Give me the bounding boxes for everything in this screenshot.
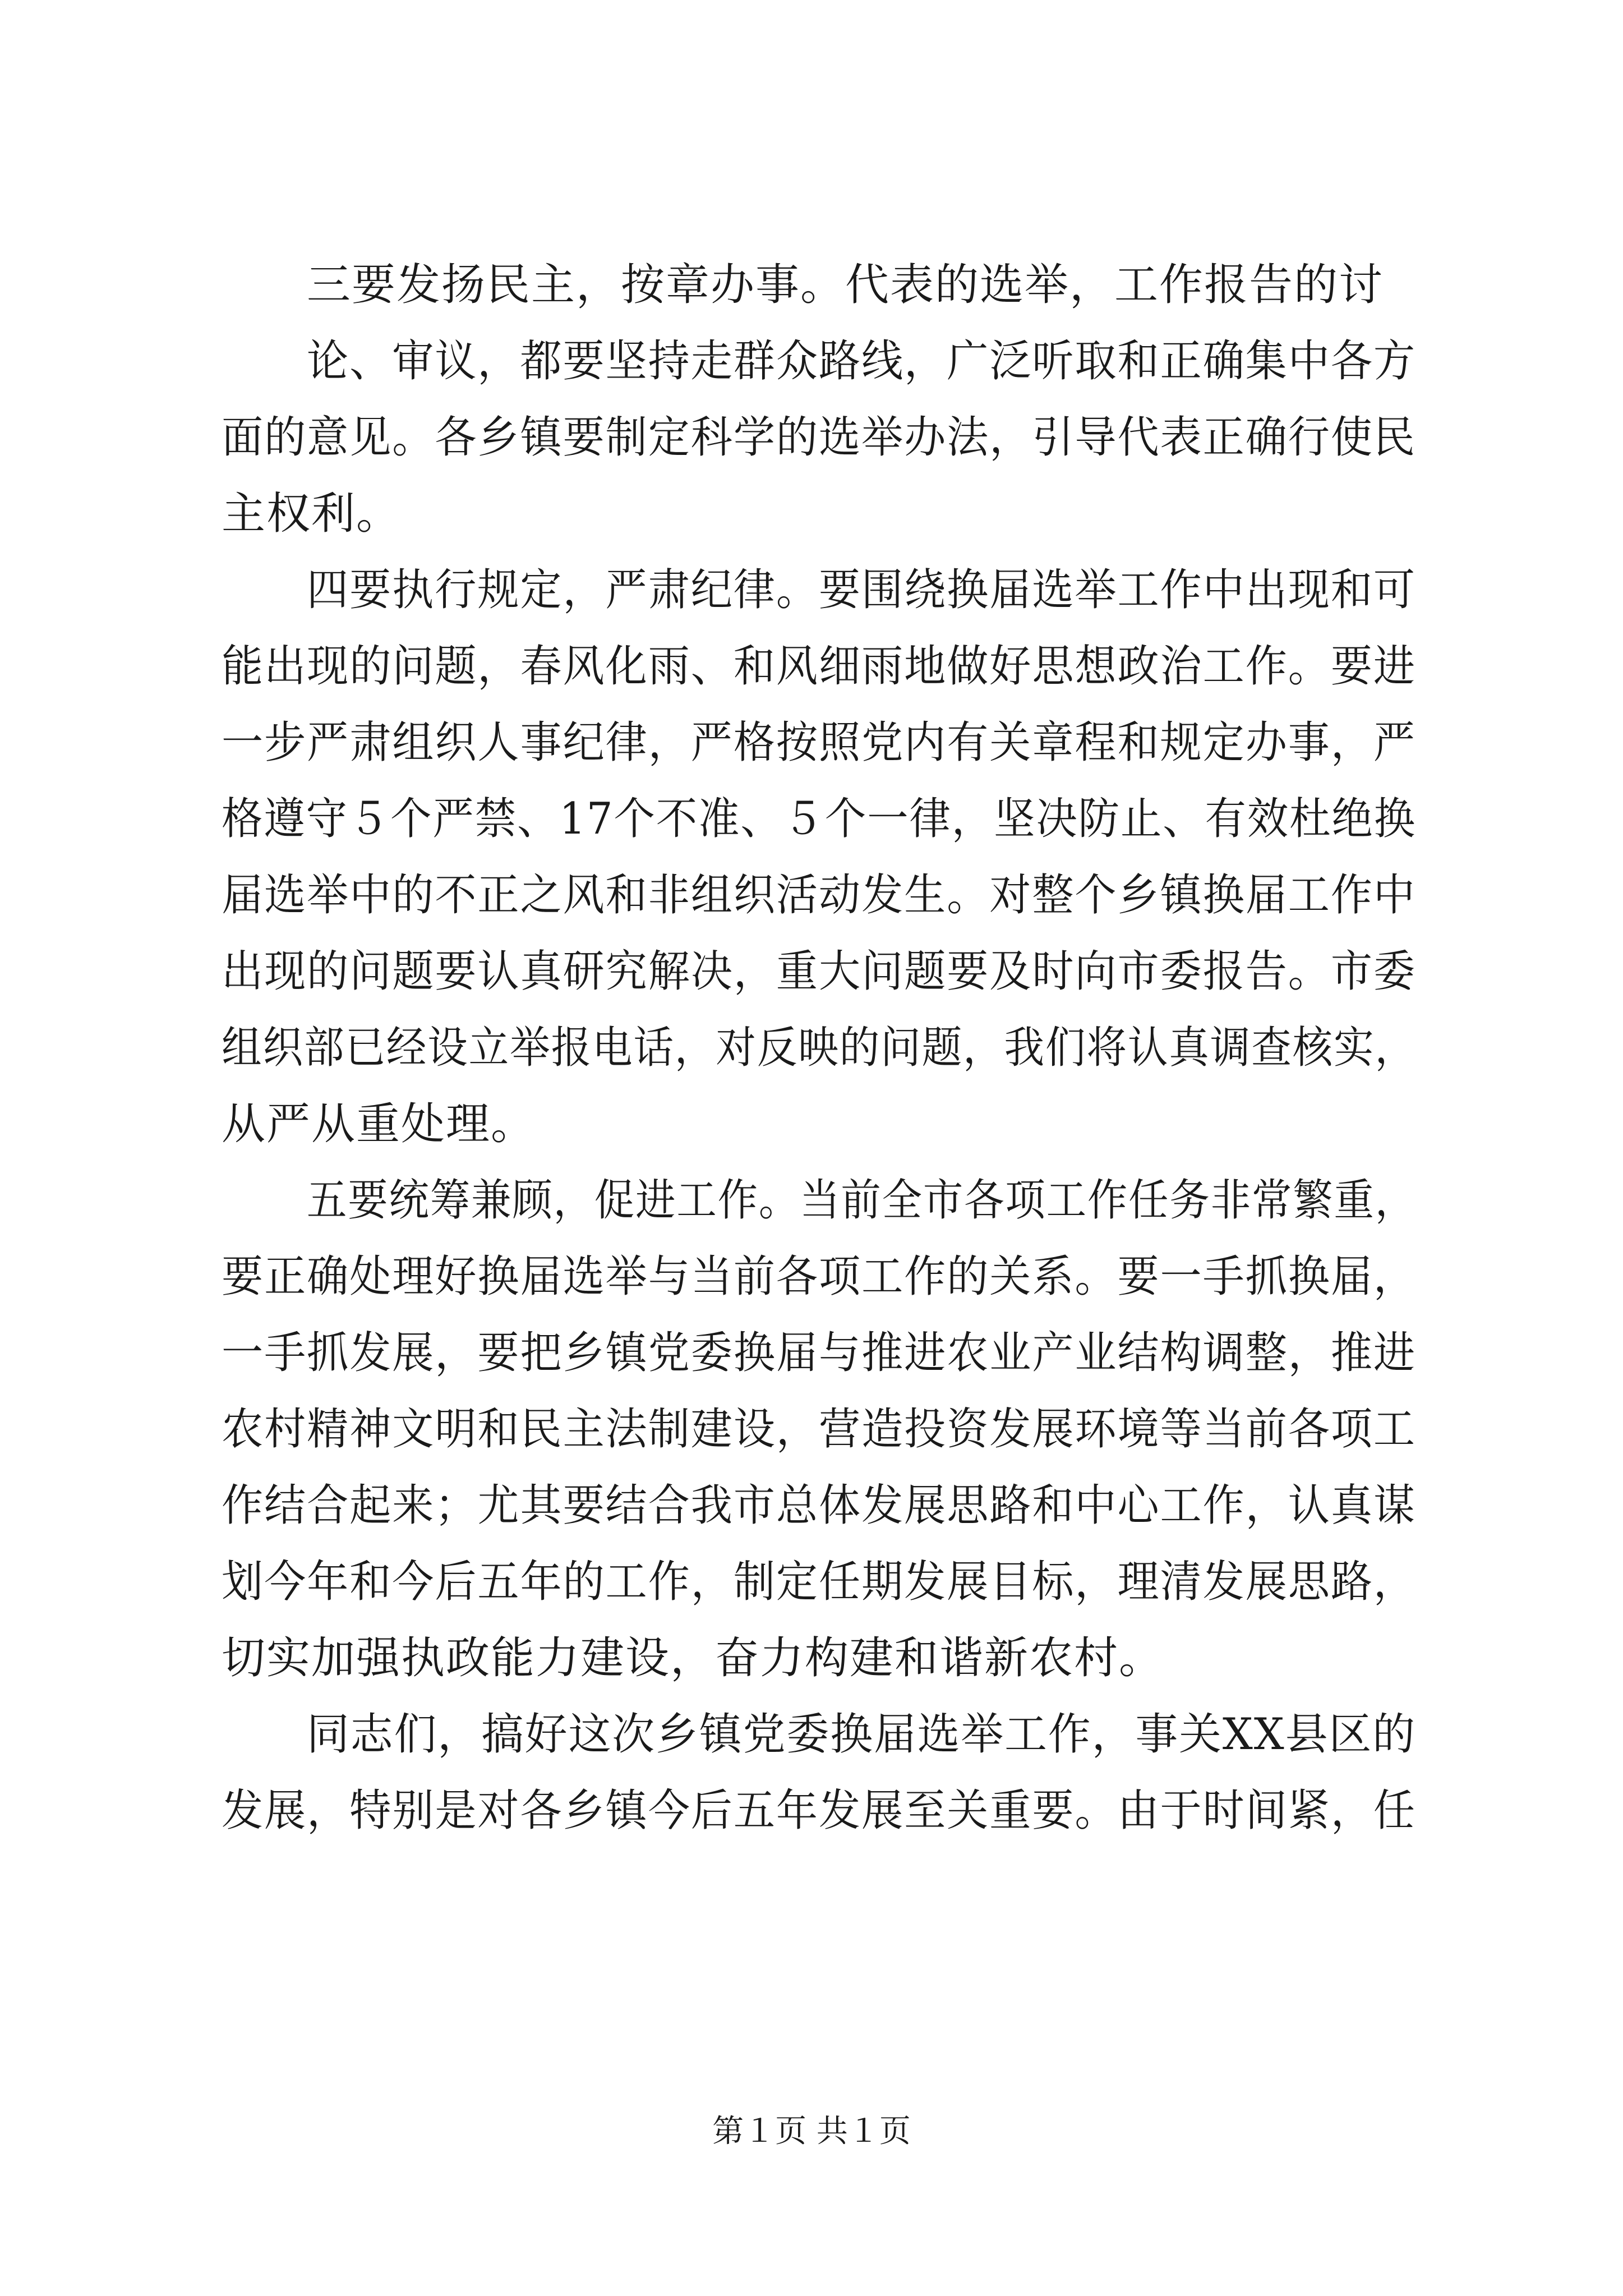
page-footer: 第１页 共１页 xyxy=(712,2113,911,2150)
text-line: 格遵守５个严禁、17个不准、５个一律，坚决防止、有效杜绝换 xyxy=(222,794,1416,844)
text-line: 一手抓发展，要把乡镇党委换届与推进农业产业结构调整，推进 xyxy=(222,1328,1416,1378)
text-line: 作结合起来；尤其要结合我市总体发展思路和中心工作，认真谋 xyxy=(222,1480,1416,1531)
text-line: 发展，特别是对各乡镇今后五年发展至关重要。由于时间紧，任 xyxy=(222,1786,1416,1836)
text-line: 主权利。 xyxy=(222,489,402,539)
text-line: 切实加强执政能力建设，奋力构建和谐新农村。 xyxy=(222,1633,1164,1683)
text-line: 要正确处理好换届选举与当前各项工作的关系。要一手抓换届， xyxy=(222,1251,1416,1302)
text-line: 农村精神文明和民主法制建设，营造投资发展环境等当前各项工 xyxy=(222,1404,1416,1455)
text-line: 出现的问题要认真研究解决，重大问题要及时向市委报告。市委 xyxy=(222,946,1416,997)
text-line: 四要执行规定，严肃纪律。要围绕换届选举工作中出现和可 xyxy=(307,565,1416,615)
text-line: 能出现的问题，春风化雨、和风细雨地做好思想政治工作。要进 xyxy=(222,641,1416,692)
text-line: 三要发扬民主，按章办事。代表的选举，工作报告的讨 xyxy=(307,260,1384,310)
text-line: 五要统筹兼顾，促进工作。当前全市各项工作任务非常繁重， xyxy=(307,1175,1416,1226)
text-line: 届选举中的不正之风和非组织活动发生。对整个乡镇换届工作中 xyxy=(222,870,1416,921)
document-body xyxy=(222,247,1416,1849)
text-line: 论、审议，都要坚持走群众路线，广泛听取和正确集中各方 xyxy=(307,336,1416,386)
text-line: 组织部已经设立举报电话，对反映的问题，我们将认真调查核实， xyxy=(222,1023,1416,1073)
text-line: 一步严肃组织人事纪律，严格按照党内有关章程和规定办事，严 xyxy=(222,717,1416,768)
text-line: 划今年和今后五年的工作，制定任期发展目标，理清发展思路， xyxy=(222,1557,1416,1607)
text-line: 同志们，搞好这次乡镇党委换届选举工作，事关XX县区的 xyxy=(307,1709,1416,1760)
text-line: 面的意见。各乡镇要制定科学的选举办法，引导代表正确行使民 xyxy=(222,412,1416,463)
text-line: 从严从重处理。 xyxy=(222,1099,536,1149)
